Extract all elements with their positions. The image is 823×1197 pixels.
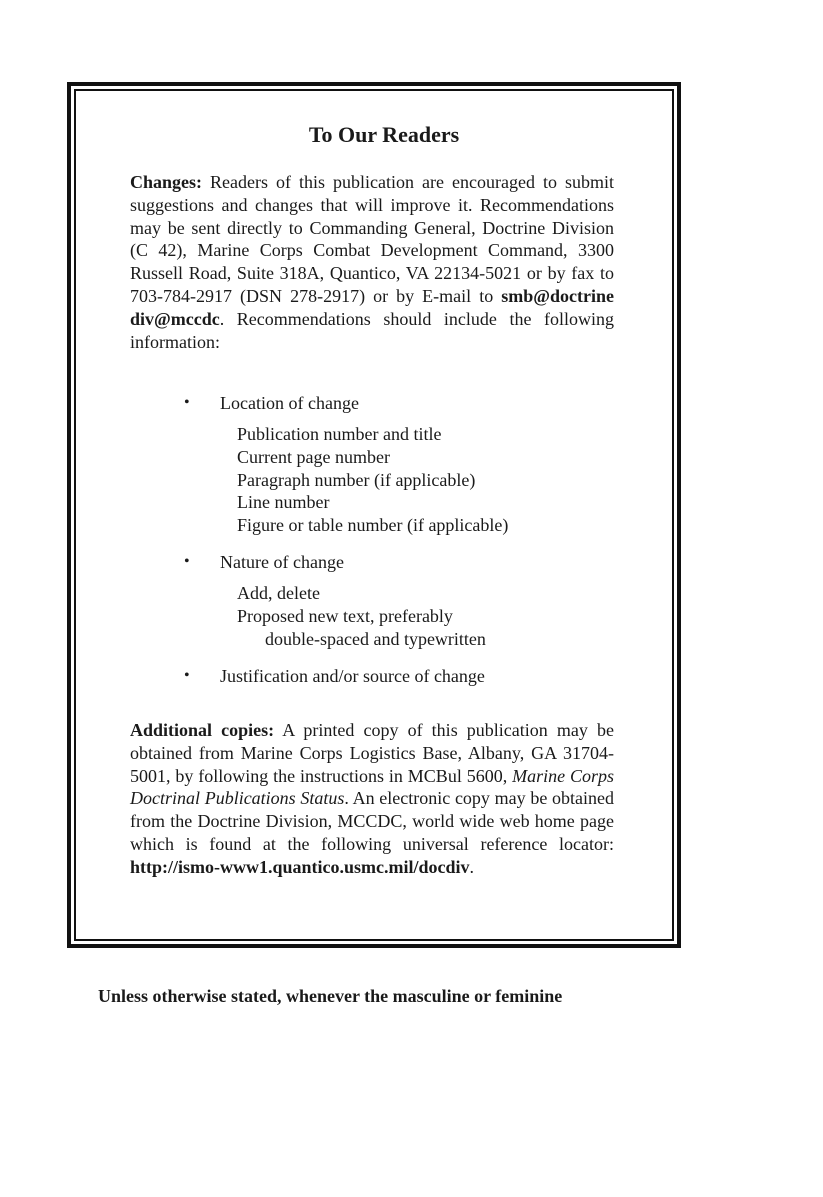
publication-title: Marine Corps Doctrinal Publications Status: [130, 765, 614, 809]
changes-text-1: Readers of this publication are encouraged to submit suggestions and changes that will improve it. Recommendations may be sent directly to Commanding General, Doctrine Division (C 42), Marine Corps Combat Development Command, 3300 Russell Road, Suite 318A, Quantico, VA 22134-5021 or by fax to 703-784-2917 (DSN 278-2917) or by E-mail to: [130, 172, 614, 306]
gender-statement: Unless otherwise stated, whenever the masculine or feminine: [98, 986, 563, 1006]
list-item: Publication number and title: [237, 424, 442, 444]
bullet-dot-icon: •: [184, 394, 190, 411]
additional-copies-section: [130, 719, 614, 879]
copies-text-2: . An electronic copy may be obtained from the Doctrine Division, MCCDC, world wide web home page which is found at the following universal reference locator:: [130, 788, 614, 854]
bullet-label: Location of change: [220, 393, 359, 413]
bullet-label: Nature of change: [220, 552, 344, 572]
docdiv-url: http://ismo-www1.quantico.usmc.mil/docdiv: [130, 856, 470, 877]
nature-sublist: [237, 582, 486, 650]
list-item: Proposed new text, preferably: [237, 605, 453, 626]
copies-text-1: A printed copy of this publication may be obtained from Marine Corps Logistics Base, Albany, GA 31704-5001, by following the instructions in MCBul 5600,: [130, 720, 614, 786]
bullet-dot-icon: •: [184, 667, 190, 684]
list-item: Figure or table number (if applicable): [237, 515, 509, 536]
changes-label: Changes:: [130, 172, 203, 192]
copies-label: Additional copies:: [130, 720, 275, 740]
readers-box-outer-border: [67, 82, 681, 948]
list-item: Paragraph number (if applicable): [237, 469, 476, 490]
copies-text-3: .: [469, 856, 475, 877]
changes-paragraph: [130, 171, 614, 353]
changes-text-2: . Recommendations should include the following information:: [130, 308, 614, 352]
changes-section: [130, 171, 614, 353]
bullet-dot-icon: •: [184, 553, 190, 570]
list-item: Current page number: [237, 446, 390, 467]
email-address: smb@doctrine div@mccdc: [130, 285, 614, 329]
readers-box: [74, 89, 674, 941]
box-title: To Our Readers: [308, 122, 460, 147]
list-item: Add, delete: [237, 583, 320, 603]
location-sublist: [237, 423, 508, 537]
list-item: Line number: [237, 492, 330, 513]
bullet-label: Justification and/or source of change: [220, 666, 485, 686]
copies-paragraph: [130, 719, 614, 879]
list-item: double-spaced and typewritten: [265, 628, 486, 649]
